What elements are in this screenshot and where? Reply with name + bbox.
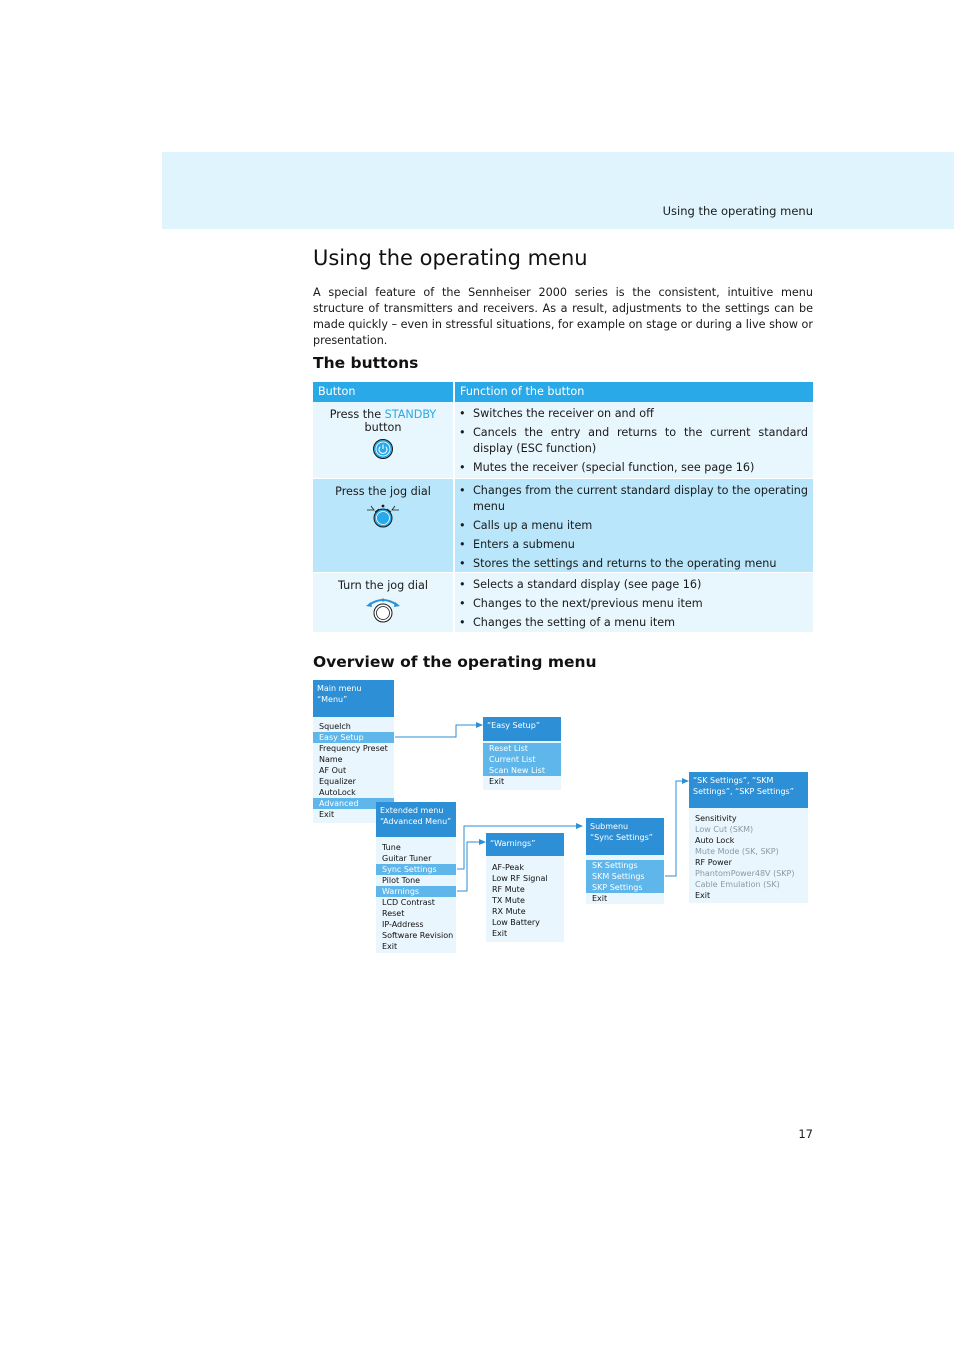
menu-item-exit: Exit xyxy=(382,942,398,951)
menu-item-software-revision: Software Revision xyxy=(382,931,454,940)
menu-title-line: Extended menu xyxy=(380,806,444,815)
connector-extended-to-sync xyxy=(457,826,576,869)
menu-item-phantom-power: PhantomPower48V (SKP) xyxy=(695,869,795,878)
connector-extended-to-warnings xyxy=(457,842,479,891)
menu-item-mute-mode: Mute Mode (SK, SKP) xyxy=(695,847,779,856)
menu-title-line: Main menu xyxy=(317,684,362,693)
menu-item-exit: Exit xyxy=(695,891,711,900)
menu-item-scan-new-list: Scan New List xyxy=(483,765,561,776)
function-item: • Changes the setting of a menu item xyxy=(459,615,808,631)
button-label: Press the xyxy=(329,408,385,421)
function-item: • Calls up a menu item xyxy=(459,518,808,534)
running-header: Using the operating menu xyxy=(662,204,813,218)
menu-item-af-out: AF Out xyxy=(319,766,347,775)
menu-box-title: “Easy Setup” xyxy=(483,717,561,741)
menu-item-tx-mute: TX Mute xyxy=(492,896,525,905)
menu-title-line: “Sync Settings” xyxy=(590,833,653,842)
menu-item-low-cut: Low Cut (SKM) xyxy=(695,825,754,834)
section-heading-buttons: The buttons xyxy=(313,354,419,372)
menu-box-title: “Warnings” xyxy=(486,833,564,856)
function-item: • Selects a standard display (see page 16) xyxy=(459,577,808,593)
menu-item-rx-mute: RX Mute xyxy=(492,907,526,916)
menu-item-tune: Tune xyxy=(382,843,401,852)
menu-item-easy-setup: Easy Setup xyxy=(313,732,394,743)
section-heading-overview: Overview of the operating menu xyxy=(313,653,597,671)
menu-item-lcd-contrast: LCD Contrast xyxy=(382,898,435,907)
menu-item-rf-power: RF Power xyxy=(695,858,732,867)
menu-item-exit: Exit xyxy=(492,929,508,938)
connector-main-to-easy-setup xyxy=(395,725,476,737)
menu-item-advanced: Advanced xyxy=(313,798,394,809)
function-item: • Stores the settings and returns to the operating menu xyxy=(459,556,808,572)
function-item: • Mutes the receiver (special function, see page 16) xyxy=(459,460,808,476)
menu-item-sync-settings: Sync Settings xyxy=(376,864,456,875)
table-header-button: Button xyxy=(313,382,453,402)
connector-sync-to-sk xyxy=(665,781,682,876)
arrow-head xyxy=(682,778,689,784)
menu-item-auto-lock: Auto Lock xyxy=(695,836,735,845)
menu-item-sk-settings: SK Settings xyxy=(586,860,664,871)
menu-item-cable-emulation: Cable Emulation (SK) xyxy=(695,880,780,889)
menu-item-squelch: Squelch xyxy=(319,722,351,731)
menu-item-rf-mute: RF Mute xyxy=(492,885,525,894)
menu-title-line: Submenu xyxy=(590,822,629,831)
function-item: • Cancels the entry and returns to the current standard display (ESC function) xyxy=(459,425,808,457)
menu-item-skm-settings: SKM Settings xyxy=(586,871,664,882)
menu-item-frequency-preset: Frequency Preset xyxy=(319,744,388,753)
function-item: • Enters a submenu xyxy=(459,537,808,553)
button-label: Press the jog dial xyxy=(335,485,431,498)
menu-item-low-rf-signal: Low RF Signal xyxy=(492,874,548,883)
menu-item-reset-list: Reset List xyxy=(483,743,561,754)
menu-title-line: “SK Settings”, “SKM xyxy=(693,776,774,785)
function-item: • Changes to the next/previous menu item xyxy=(459,596,808,612)
menu-item-current-list: Current List xyxy=(483,754,561,765)
menu-title-line: Settings”, “SKP Settings” xyxy=(693,787,794,796)
standby-label: STANDBY xyxy=(384,408,437,421)
menu-item-reset: Reset xyxy=(382,909,405,918)
button-label-suffix: button xyxy=(364,421,402,434)
menu-item-low-battery: Low Battery xyxy=(492,918,540,927)
intro-paragraph: A special feature of the Sennheiser 2000 series is the consistent, intuitive menu structure of transmitters and receivers. As a result, adjustments to the settings can be made quickly – even in stressful situations, for example on stage or during a live show or presentation. xyxy=(313,286,813,347)
button-label: Turn the jog dial xyxy=(338,579,428,592)
menu-item-exit: Exit xyxy=(319,810,335,819)
menu-item-warnings: Warnings xyxy=(376,886,456,897)
menu-title-line: “Menu” xyxy=(317,695,348,704)
function-item: • Changes from the current standard display to the operating menu xyxy=(459,483,808,515)
menu-item-name: Name xyxy=(319,755,343,764)
menu-item-guitar-tuner: Guitar Tuner xyxy=(382,854,432,863)
menu-item-equalizer: Equalizer xyxy=(319,777,356,786)
menu-item-exit: Exit xyxy=(592,894,608,903)
menu-item-af-peak: AF-Peak xyxy=(492,863,524,872)
page-number: 17 xyxy=(798,1127,813,1141)
function-item: • Switches the receiver on and off xyxy=(459,406,808,422)
arrow-head xyxy=(476,722,483,728)
page-title: Using the operating menu xyxy=(313,246,588,270)
menu-title-line: “Advanced Menu” xyxy=(380,817,452,826)
arrow-head xyxy=(479,839,486,845)
table-header-function: Function of the button xyxy=(455,382,813,402)
arrow-head xyxy=(576,823,583,829)
menu-item-autolock: AutoLock xyxy=(319,788,356,797)
menu-item-pilot-tone: Pilot Tone xyxy=(382,876,421,885)
menu-item-ip-address: IP-Address xyxy=(382,920,424,929)
menu-item-exit: Exit xyxy=(489,777,505,786)
menu-item-skp-settings: SKP Settings xyxy=(586,882,664,893)
menu-item-sensitivity: Sensitivity xyxy=(695,814,737,823)
